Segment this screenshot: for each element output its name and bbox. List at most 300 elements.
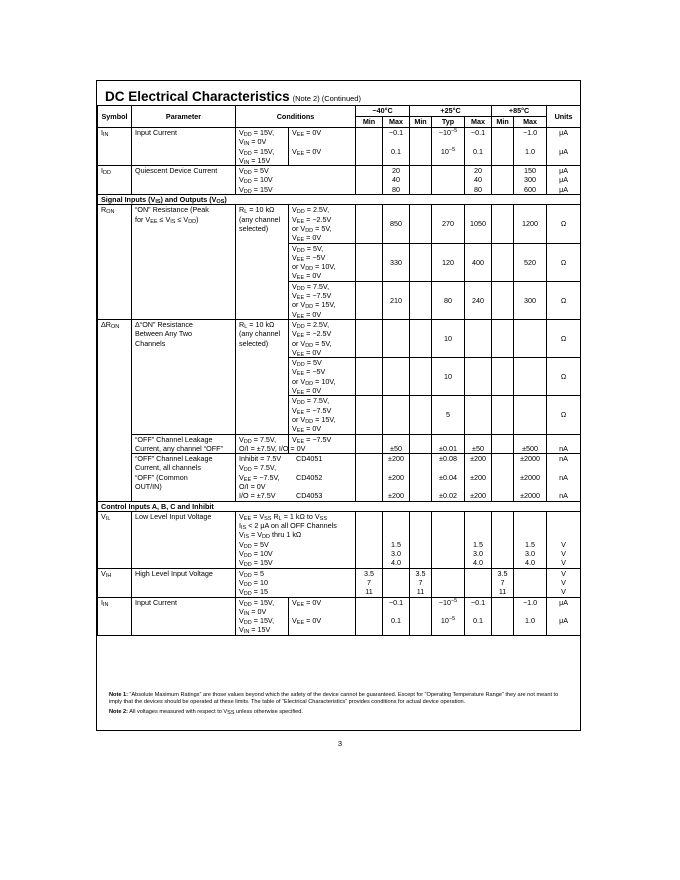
section-heading: Control Inputs A, B, C and Inhibit bbox=[98, 501, 581, 511]
value-cell: 240 bbox=[465, 281, 492, 319]
value-cell bbox=[514, 511, 547, 568]
text-line: $V_{EE} = 0V$ bbox=[292, 597, 322, 608]
value-cell bbox=[465, 597, 492, 635]
text-line: 0.1 bbox=[391, 616, 401, 626]
header-row-1 bbox=[98, 106, 581, 117]
value-cell bbox=[410, 205, 432, 243]
condition-cell bbox=[236, 434, 306, 454]
value-cell bbox=[383, 128, 410, 166]
text-line: 40 bbox=[392, 175, 400, 185]
value-cell: 10 bbox=[432, 358, 465, 396]
text-line: $V_{EE} = 0V$ bbox=[292, 386, 322, 397]
text-line: $V_{EE} = -5V$ bbox=[292, 252, 326, 263]
text-line: $V_{IN} = 0V$ bbox=[239, 606, 267, 617]
note-1-label: Note 1: bbox=[109, 692, 128, 698]
text-line: “ON” Resistance (Peak bbox=[135, 205, 209, 215]
text-line: $V_{DD} = 7.5V$, bbox=[239, 434, 277, 445]
text-line: 3.0 bbox=[391, 549, 401, 559]
text-line bbox=[435, 482, 461, 491]
value-cell bbox=[492, 434, 514, 454]
text-line bbox=[296, 463, 322, 472]
value-cell: 80 bbox=[432, 281, 465, 319]
table-row-ron-1 bbox=[98, 205, 581, 243]
value-cell: ±50 bbox=[383, 434, 410, 454]
text-line: ±2000 bbox=[520, 491, 541, 501]
text-line: ±200 bbox=[470, 454, 486, 464]
text-line: $-10^{-5}$ bbox=[438, 597, 458, 607]
value-cell bbox=[383, 166, 410, 195]
text-line: 1.5 bbox=[391, 539, 401, 549]
page-number: 3 bbox=[337, 739, 343, 748]
text-line bbox=[550, 530, 577, 539]
header-temp-25: +25°C bbox=[410, 106, 492, 117]
text-line: Between Any Two bbox=[135, 329, 193, 339]
value-cell bbox=[356, 166, 383, 195]
text-line: V bbox=[561, 587, 566, 597]
text-line bbox=[296, 482, 322, 491]
text-line: ±2000 bbox=[520, 454, 541, 464]
text-line: $V_{IN} = 15V$ bbox=[239, 625, 271, 636]
text-line: $V_{EE} = 0V$ bbox=[292, 347, 322, 358]
text-line: $V_{EE} = V_{SS}$ $R_L = 1$ kΩ to $V_{SS}$ bbox=[239, 511, 328, 522]
value-cell: 1200 bbox=[514, 205, 547, 243]
text-line bbox=[386, 530, 406, 539]
parameter-cell: Quiescent Device Current bbox=[132, 166, 236, 195]
condition-cell bbox=[289, 281, 356, 319]
text-line: V bbox=[561, 539, 566, 549]
text-line: 4.0 bbox=[525, 558, 536, 568]
value-cell bbox=[356, 434, 383, 454]
text-line bbox=[517, 521, 543, 530]
text-line: $V_{DD} = 7.5V$, bbox=[292, 281, 330, 292]
units-cell: Ω bbox=[547, 205, 581, 243]
text-line: or $V_{DD} = 10V$, bbox=[292, 262, 336, 273]
text-line: 3.5 bbox=[415, 568, 426, 578]
text-line: 300 bbox=[524, 175, 537, 185]
text-line: nA bbox=[559, 472, 568, 482]
value-cell bbox=[410, 166, 432, 195]
text-line bbox=[292, 137, 352, 146]
value-cell bbox=[514, 396, 547, 434]
text-line: $V_{DD} = 15V$, bbox=[239, 616, 275, 627]
text-line: ±2000 bbox=[520, 472, 541, 482]
text-line: $V_{DD} = 15V$ bbox=[239, 184, 273, 195]
value-cell: 120 bbox=[432, 243, 465, 281]
text-line: ±200 bbox=[470, 472, 486, 482]
text-line: CD4051 bbox=[296, 454, 323, 464]
text-line: Inhibit = 7.5V bbox=[239, 454, 282, 464]
text-line: V bbox=[561, 549, 566, 559]
value-cell bbox=[432, 166, 465, 195]
text-line: $V_{DD} = 10$ bbox=[239, 577, 268, 588]
value-cell bbox=[410, 396, 432, 434]
text-line: O/I = ±7.5V, I/O = 0V bbox=[239, 443, 306, 453]
value-cell bbox=[356, 568, 383, 597]
value-cell bbox=[356, 358, 383, 396]
value-cell bbox=[514, 128, 547, 166]
header-min: Min bbox=[410, 117, 432, 128]
units-cell bbox=[547, 454, 581, 501]
value-cell bbox=[356, 319, 383, 357]
value-cell bbox=[492, 511, 514, 568]
header-symbol: Symbol bbox=[98, 106, 132, 128]
text-line: 1.5 bbox=[473, 539, 484, 549]
units-cell bbox=[547, 128, 581, 166]
text-line: 3.5 bbox=[497, 568, 508, 578]
value-cell bbox=[410, 128, 432, 166]
text-line: CD4052 bbox=[296, 472, 323, 482]
title-text: DC Electrical Characteristics bbox=[105, 89, 290, 104]
text-line: 7 bbox=[418, 577, 423, 587]
value-cell: ±500 bbox=[514, 434, 547, 454]
condition-cell bbox=[289, 358, 356, 396]
value-cell: 330 bbox=[383, 243, 410, 281]
text-line: or $V_{DD} = 10V$, bbox=[292, 376, 336, 387]
value-cell bbox=[432, 128, 465, 166]
symbol-cell: $I_{IN}$ bbox=[98, 128, 132, 166]
text-line: $V_{EE} = -5V$ bbox=[292, 367, 326, 378]
value-cell bbox=[465, 166, 492, 195]
text-line bbox=[517, 482, 543, 491]
text-line: (any channel bbox=[239, 329, 281, 339]
units-cell bbox=[547, 568, 581, 597]
value-cell bbox=[492, 358, 514, 396]
section-signal-inputs bbox=[98, 195, 581, 205]
text-line: ±0.08 bbox=[439, 454, 457, 464]
text-line: nA bbox=[559, 454, 568, 464]
text-line bbox=[468, 512, 488, 521]
value-cell bbox=[356, 597, 383, 635]
symbol-cell: $I_{DD}$ bbox=[98, 166, 132, 195]
text-line bbox=[468, 530, 488, 539]
table-row-vil bbox=[98, 511, 581, 568]
text-line: $V_{IN} = 15V$ bbox=[239, 155, 271, 166]
text-line: $V_{EE} = -2.5V$ bbox=[292, 329, 332, 340]
text-line: −0.1 bbox=[470, 597, 486, 607]
text-line: $V_{DD} = 5V$, bbox=[292, 243, 324, 254]
header-temp-85: +85°C bbox=[492, 106, 547, 117]
text-line: or $V_{DD} = 15V$, bbox=[292, 414, 336, 425]
value-cell bbox=[410, 243, 432, 281]
device-lines bbox=[296, 454, 322, 500]
text-line bbox=[435, 463, 461, 472]
text-line: −0.1 bbox=[388, 597, 404, 607]
text-line: $-10^{-5}$ bbox=[438, 128, 458, 137]
table-row-off-leakage-1 bbox=[98, 434, 581, 454]
text-line: V bbox=[561, 577, 566, 587]
value-cell bbox=[465, 319, 492, 357]
condition-cell bbox=[289, 396, 356, 434]
value-cell bbox=[514, 568, 547, 597]
text-line bbox=[386, 482, 406, 491]
text-line: $V_{EE} = 0V$ bbox=[292, 128, 322, 138]
units-cell: nA bbox=[547, 434, 581, 454]
text-line: nA bbox=[559, 491, 568, 501]
value-cell bbox=[492, 396, 514, 434]
text-line bbox=[468, 482, 488, 491]
condition-cell bbox=[236, 166, 356, 195]
parameter-cell bbox=[132, 319, 236, 434]
text-line bbox=[517, 463, 543, 472]
text-line: $V_{DD} = 7.5V$, bbox=[239, 463, 277, 474]
value-cell bbox=[492, 319, 514, 357]
text-line: −0.1 bbox=[470, 128, 486, 137]
value-cell bbox=[410, 319, 432, 357]
text-line: 150 bbox=[524, 166, 537, 176]
text-line: μA bbox=[559, 146, 569, 156]
text-line: $V_{IS} = V_{DD}$ thru 1 kΩ bbox=[239, 530, 302, 541]
text-line: Current, all channels bbox=[135, 463, 201, 473]
condition-cell bbox=[289, 243, 356, 281]
text-line: 80 bbox=[392, 184, 400, 194]
text-line: 11 bbox=[498, 587, 507, 597]
text-line bbox=[386, 512, 406, 521]
text-line: $V_{DD} = 5V$ bbox=[292, 358, 322, 369]
value-cell bbox=[410, 568, 432, 597]
value-cell: 520 bbox=[514, 243, 547, 281]
text-line: ±200 bbox=[388, 472, 404, 482]
text-line: $V_{IN} = 0V$ bbox=[239, 137, 267, 148]
text-line: 20 bbox=[474, 166, 483, 176]
text-line bbox=[550, 463, 577, 472]
value-cell bbox=[492, 597, 514, 635]
text-line: μA bbox=[559, 175, 569, 185]
text-line: μA bbox=[559, 166, 569, 176]
symbol-cell: $V_{IH}$ bbox=[98, 568, 132, 597]
condition-cell bbox=[236, 205, 289, 320]
text-line: O/I = 0V bbox=[239, 481, 266, 491]
symbol-cell: $\Delta R_{ON}$ bbox=[98, 319, 132, 501]
condition-cell bbox=[236, 597, 289, 635]
text-line: 0.1 bbox=[473, 146, 484, 156]
text-line: $V_{DD} = 15V$ bbox=[239, 558, 273, 569]
value-cell bbox=[356, 243, 383, 281]
text-line: $V_{DD} = 5$ bbox=[239, 568, 264, 579]
text-line: for $V_{EE} \le V_{IS} \le V_{DD}$) bbox=[135, 214, 199, 225]
parameter-cell: High Level Input Voltage bbox=[132, 568, 236, 597]
text-line: $V_{EE} = -7.5V$ bbox=[292, 291, 332, 302]
text-line: “OFF” Channel Leakage bbox=[135, 434, 213, 444]
condition-cell bbox=[236, 568, 356, 597]
title-note: (Note 2) (Continued) bbox=[292, 94, 361, 103]
table-row-iin bbox=[98, 128, 581, 166]
value-cell bbox=[410, 454, 432, 501]
text-line: $V_{DD} = 15V$, bbox=[239, 128, 275, 138]
text-line: $V_{DD} = 10V$ bbox=[239, 175, 273, 186]
value-cell bbox=[356, 511, 383, 568]
text-line: 4.0 bbox=[391, 558, 401, 568]
value-cell bbox=[492, 243, 514, 281]
section-control-inputs bbox=[98, 501, 581, 511]
value-cell bbox=[492, 281, 514, 319]
header-min: Min bbox=[356, 117, 383, 128]
value-cell bbox=[383, 568, 410, 597]
units-cell: Ω bbox=[547, 281, 581, 319]
text-line: 1.5 bbox=[525, 539, 536, 549]
text-line: $V_{EE} = -7.5V$, bbox=[239, 472, 280, 483]
text-line: Channels bbox=[135, 338, 166, 348]
text-line: $V_{EE} = 0V$ bbox=[292, 424, 322, 435]
text-line: −1.0 bbox=[522, 597, 538, 607]
value-cell bbox=[383, 358, 410, 396]
value-cell bbox=[383, 454, 410, 501]
text-line: $V_{EE} = -7.5V$ bbox=[292, 434, 332, 445]
table-row-vih bbox=[98, 568, 581, 597]
text-line: 3.5 bbox=[364, 568, 374, 578]
text-line bbox=[517, 512, 543, 521]
text-line: $V_{EE} = 0V$ bbox=[292, 233, 322, 244]
value-cell bbox=[514, 597, 547, 635]
text-line: $V_{EE} = 0V$ bbox=[292, 616, 322, 627]
text-line bbox=[292, 625, 352, 634]
table-title bbox=[105, 88, 361, 106]
header-max: Max bbox=[514, 117, 547, 128]
section-heading: Signal Inputs $(V_{IS})$ and Outputs $(V_{OS})$ bbox=[98, 195, 581, 205]
text-line: 40 bbox=[474, 175, 483, 185]
text-line: 0.1 bbox=[391, 146, 401, 156]
note-2-text: All voltages measured with respect to $V_{SS}$ unless otherwise specified. bbox=[129, 709, 303, 717]
table-row-dron-1 bbox=[98, 319, 581, 357]
table-row-idd bbox=[98, 166, 581, 195]
value-cell bbox=[492, 568, 514, 597]
parameter-cell: Low Level Input Voltage bbox=[132, 511, 236, 568]
text-line: $V_{DD} = 15$ bbox=[239, 587, 268, 598]
value-cell: 5 bbox=[432, 396, 465, 434]
text-line: Δ“ON” Resistance bbox=[135, 319, 193, 329]
text-line: $R_L = 10$ kΩ bbox=[239, 205, 275, 216]
text-line: μA bbox=[559, 597, 569, 607]
text-line: $V_{DD} = 2.5V$, bbox=[292, 205, 330, 216]
text-line: μA bbox=[559, 184, 569, 194]
text-line bbox=[292, 156, 352, 165]
value-cell: 850 bbox=[383, 205, 410, 243]
value-cell bbox=[383, 319, 410, 357]
text-line: V bbox=[561, 558, 566, 568]
text-line: “OFF” (Common bbox=[135, 472, 188, 482]
datasheet-frame bbox=[96, 80, 581, 731]
value-cell bbox=[356, 454, 383, 501]
text-line: V bbox=[561, 568, 566, 578]
value-cell bbox=[492, 166, 514, 195]
note-2-label: Note 2: bbox=[109, 709, 128, 716]
parameter-cell bbox=[132, 205, 236, 320]
condition-cell bbox=[289, 205, 356, 243]
text-line: $V_{DD} = 15V$, bbox=[239, 146, 275, 157]
units-cell: Ω bbox=[547, 243, 581, 281]
value-cell: ±0.01 bbox=[432, 434, 465, 454]
value-cell bbox=[410, 511, 432, 568]
text-line: or $V_{DD} = 15V$, bbox=[292, 300, 336, 311]
value-cell bbox=[432, 454, 465, 501]
text-line: $I_{IS} < 2$ μA on all OFF Channels bbox=[239, 521, 337, 532]
parameter-cell bbox=[132, 454, 236, 501]
text-line: 11 bbox=[365, 587, 373, 597]
text-line: $V_{DD} = 15V$, bbox=[239, 597, 275, 608]
text-line bbox=[468, 521, 488, 530]
header-parameter: Parameter bbox=[132, 106, 236, 128]
value-cell bbox=[410, 434, 432, 454]
text-line bbox=[550, 482, 577, 491]
value-cell bbox=[492, 205, 514, 243]
text-line bbox=[386, 463, 406, 472]
text-line: −0.1 bbox=[388, 128, 404, 137]
condition-cell bbox=[236, 454, 356, 501]
text-line: 4.0 bbox=[473, 558, 484, 568]
value-cell bbox=[514, 166, 547, 195]
condition-cell bbox=[236, 319, 289, 434]
value-cell bbox=[383, 597, 410, 635]
note-1 bbox=[109, 692, 571, 706]
text-line: Current, any channel “OFF” bbox=[135, 443, 223, 453]
text-line: $R_L = 10$ kΩ bbox=[239, 319, 275, 330]
value-cell bbox=[492, 128, 514, 166]
symbol-cell: $R_{ON}$ bbox=[98, 205, 132, 320]
header-temp-minus40: −40°C bbox=[356, 106, 410, 117]
condition-cell bbox=[289, 319, 356, 357]
units-cell: Ω bbox=[547, 358, 581, 396]
value-cell bbox=[514, 454, 547, 501]
text-line bbox=[386, 521, 406, 530]
text-line: $10^{-5}$ bbox=[440, 146, 456, 156]
value-cell bbox=[492, 454, 514, 501]
condition-cell bbox=[289, 597, 356, 635]
table-row-iin-control bbox=[98, 597, 581, 635]
value-cell bbox=[383, 511, 410, 568]
text-line: I/O = ±7.5V bbox=[239, 491, 276, 501]
symbol-cell: $I_{IN}$ bbox=[98, 597, 132, 635]
header-conditions: Conditions bbox=[236, 106, 356, 128]
parameter-cell bbox=[132, 434, 236, 454]
units-cell: Ω bbox=[547, 396, 581, 434]
text-line: −1.0 bbox=[522, 128, 538, 137]
note-1-text: “Absolute Maximum Ratings” are those values beyond which the safety of the device cannot be guaranteed. Except for “Operating Temperature Range” they are not meant to imply that the devices should be operated at these limits. The table of “Electrical Characteristics” provides conditions for actual device operation. bbox=[109, 692, 559, 706]
condition-cell bbox=[236, 511, 356, 568]
text-line: 3.0 bbox=[525, 549, 536, 559]
units-cell: Ω bbox=[547, 319, 581, 357]
text-line bbox=[550, 521, 577, 530]
text-line: $V_{EE} = 0V$ bbox=[292, 309, 322, 320]
header-max: Max bbox=[383, 117, 410, 128]
value-cell bbox=[465, 511, 492, 568]
value-cell bbox=[432, 568, 465, 597]
value-cell bbox=[410, 281, 432, 319]
text-line: $V_{DD} = 5V$ bbox=[239, 166, 269, 177]
text-line: or $V_{DD} = 5V$, bbox=[292, 223, 332, 234]
text-line: 1.0 bbox=[525, 146, 536, 156]
text-line: $V_{EE} = -2.5V$ bbox=[292, 214, 332, 225]
value-cell: 300 bbox=[514, 281, 547, 319]
text-line: 11 bbox=[416, 587, 425, 597]
text-line: $10^{-5}$ bbox=[440, 616, 456, 626]
value-cell bbox=[383, 396, 410, 434]
units-cell bbox=[547, 511, 581, 568]
value-cell bbox=[410, 597, 432, 635]
text-line: 20 bbox=[392, 166, 400, 176]
text-line: 3.0 bbox=[473, 549, 484, 559]
text-line: $V_{DD} = 5V$ bbox=[239, 539, 269, 550]
text-line bbox=[550, 512, 577, 521]
value-cell bbox=[465, 568, 492, 597]
text-line bbox=[292, 607, 352, 616]
text-line bbox=[468, 463, 488, 472]
text-line: $V_{DD} = 7.5V$, bbox=[292, 396, 330, 407]
header-typ: Typ bbox=[432, 117, 465, 128]
text-line: 0.1 bbox=[473, 616, 484, 626]
text-line: “OFF” Channel Leakage bbox=[135, 454, 213, 464]
units-cell bbox=[547, 597, 581, 635]
value-cell: ±50 bbox=[465, 434, 492, 454]
condition-lines bbox=[239, 454, 296, 500]
